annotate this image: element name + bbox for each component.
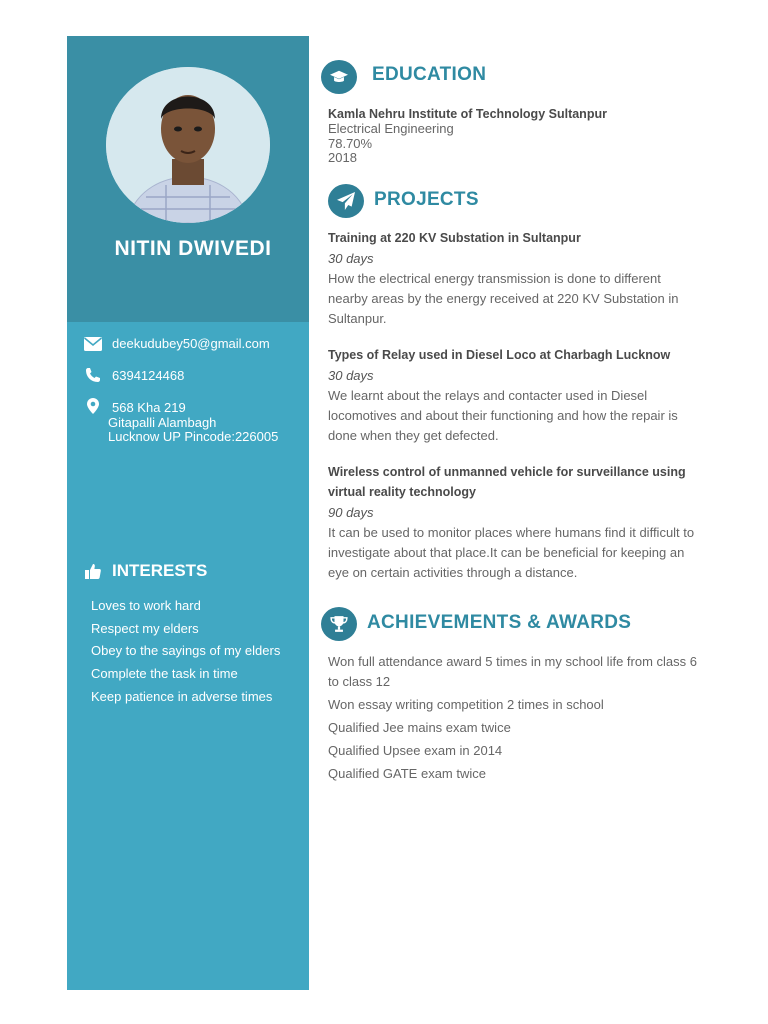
interest-item: Respect my elders <box>91 620 199 636</box>
interest-item: Loves to work hard <box>91 598 201 613</box>
phone-icon <box>84 367 102 383</box>
achievement-item: Qualified Jee mains exam twice <box>328 720 511 735</box>
phone-text[interactable]: 6394124468 <box>112 368 185 383</box>
education-icon-badge <box>321 60 357 94</box>
education-school: Kamla Nehru Institute of Technology Sultanpur <box>328 107 607 121</box>
education-section <box>328 107 698 166</box>
location-pin-icon <box>86 398 100 414</box>
interest-item: Complete the task in time <box>91 666 238 682</box>
project-item <box>328 345 698 446</box>
achievements-list <box>328 652 698 784</box>
address-line-3: Lucknow UP Pincode:226005 <box>108 429 279 444</box>
achievements-title: ACHIEVEMENTS & AWARDS <box>367 612 632 633</box>
education-title: EDUCATION <box>372 64 487 85</box>
education-year: 2018 <box>328 150 357 165</box>
address-line-2: Gitapalli Alambagh <box>108 414 217 430</box>
achievement-item: Qualified GATE exam twice <box>328 766 486 781</box>
project-duration: 30 days <box>328 251 374 266</box>
interest-item: Keep patience in adverse times <box>91 688 273 704</box>
project-description: How the electrical energy transmission is done to different nearby areas by the energy received at 220 KV Substation in Sultanpur. <box>328 271 679 326</box>
project-description: It can be used to monitor places where humans find it difficult to investigate about that place.It can be beneficial for keeping an eye on certain activities through a distance. <box>328 525 695 580</box>
address-line-1: 568 Kha 219 <box>112 400 186 415</box>
projects-section <box>328 228 698 583</box>
project-title: Training at 220 KV Substation in Sultanpur <box>328 231 581 245</box>
trophy-icon <box>330 615 348 633</box>
project-description: We learnt about the relays and contacter used in Diesel locomotives and about their functioning and how the repair is done when they get defected. <box>328 388 678 443</box>
project-title: Wireless control of unmanned vehicle for surveillance using virtual reality technology <box>328 465 686 499</box>
interests-title: INTERESTS <box>112 561 208 580</box>
interest-item: Obey to the sayings of my elders <box>91 643 281 659</box>
graduation-cap-icon <box>330 68 348 86</box>
project-item <box>328 228 698 329</box>
paper-plane-icon <box>337 192 355 210</box>
project-title: Types of Relay used in Diesel Loco at Charbagh Lucknow <box>328 348 671 362</box>
projects-title: PROJECTS <box>374 189 479 210</box>
profile-name: NITIN DWIVEDI <box>114 237 272 260</box>
achievement-item: Qualified Upsee exam in 2014 <box>328 743 503 758</box>
achievement-item: Won essay writing competition 2 times in school <box>328 697 604 712</box>
interests-list <box>91 597 280 710</box>
envelope-icon <box>84 336 102 352</box>
education-score: 78.70% <box>328 135 373 151</box>
profile-photo <box>106 67 270 223</box>
address-block <box>108 401 278 445</box>
project-duration: 30 days <box>328 368 374 383</box>
thumbs-up-icon <box>84 563 102 579</box>
education-degree: Electrical Engineering <box>328 121 454 136</box>
project-item <box>328 462 698 583</box>
project-duration: 90 days <box>328 505 374 520</box>
achievements-icon-badge <box>321 607 357 641</box>
email-text[interactable]: deekudubey50@gmail.com <box>112 336 270 351</box>
person-photo-icon <box>106 67 270 223</box>
projects-icon-badge <box>328 184 364 218</box>
achievement-item: Won full attendance award 5 times in my school life from class 6 to class 12 <box>328 654 697 689</box>
